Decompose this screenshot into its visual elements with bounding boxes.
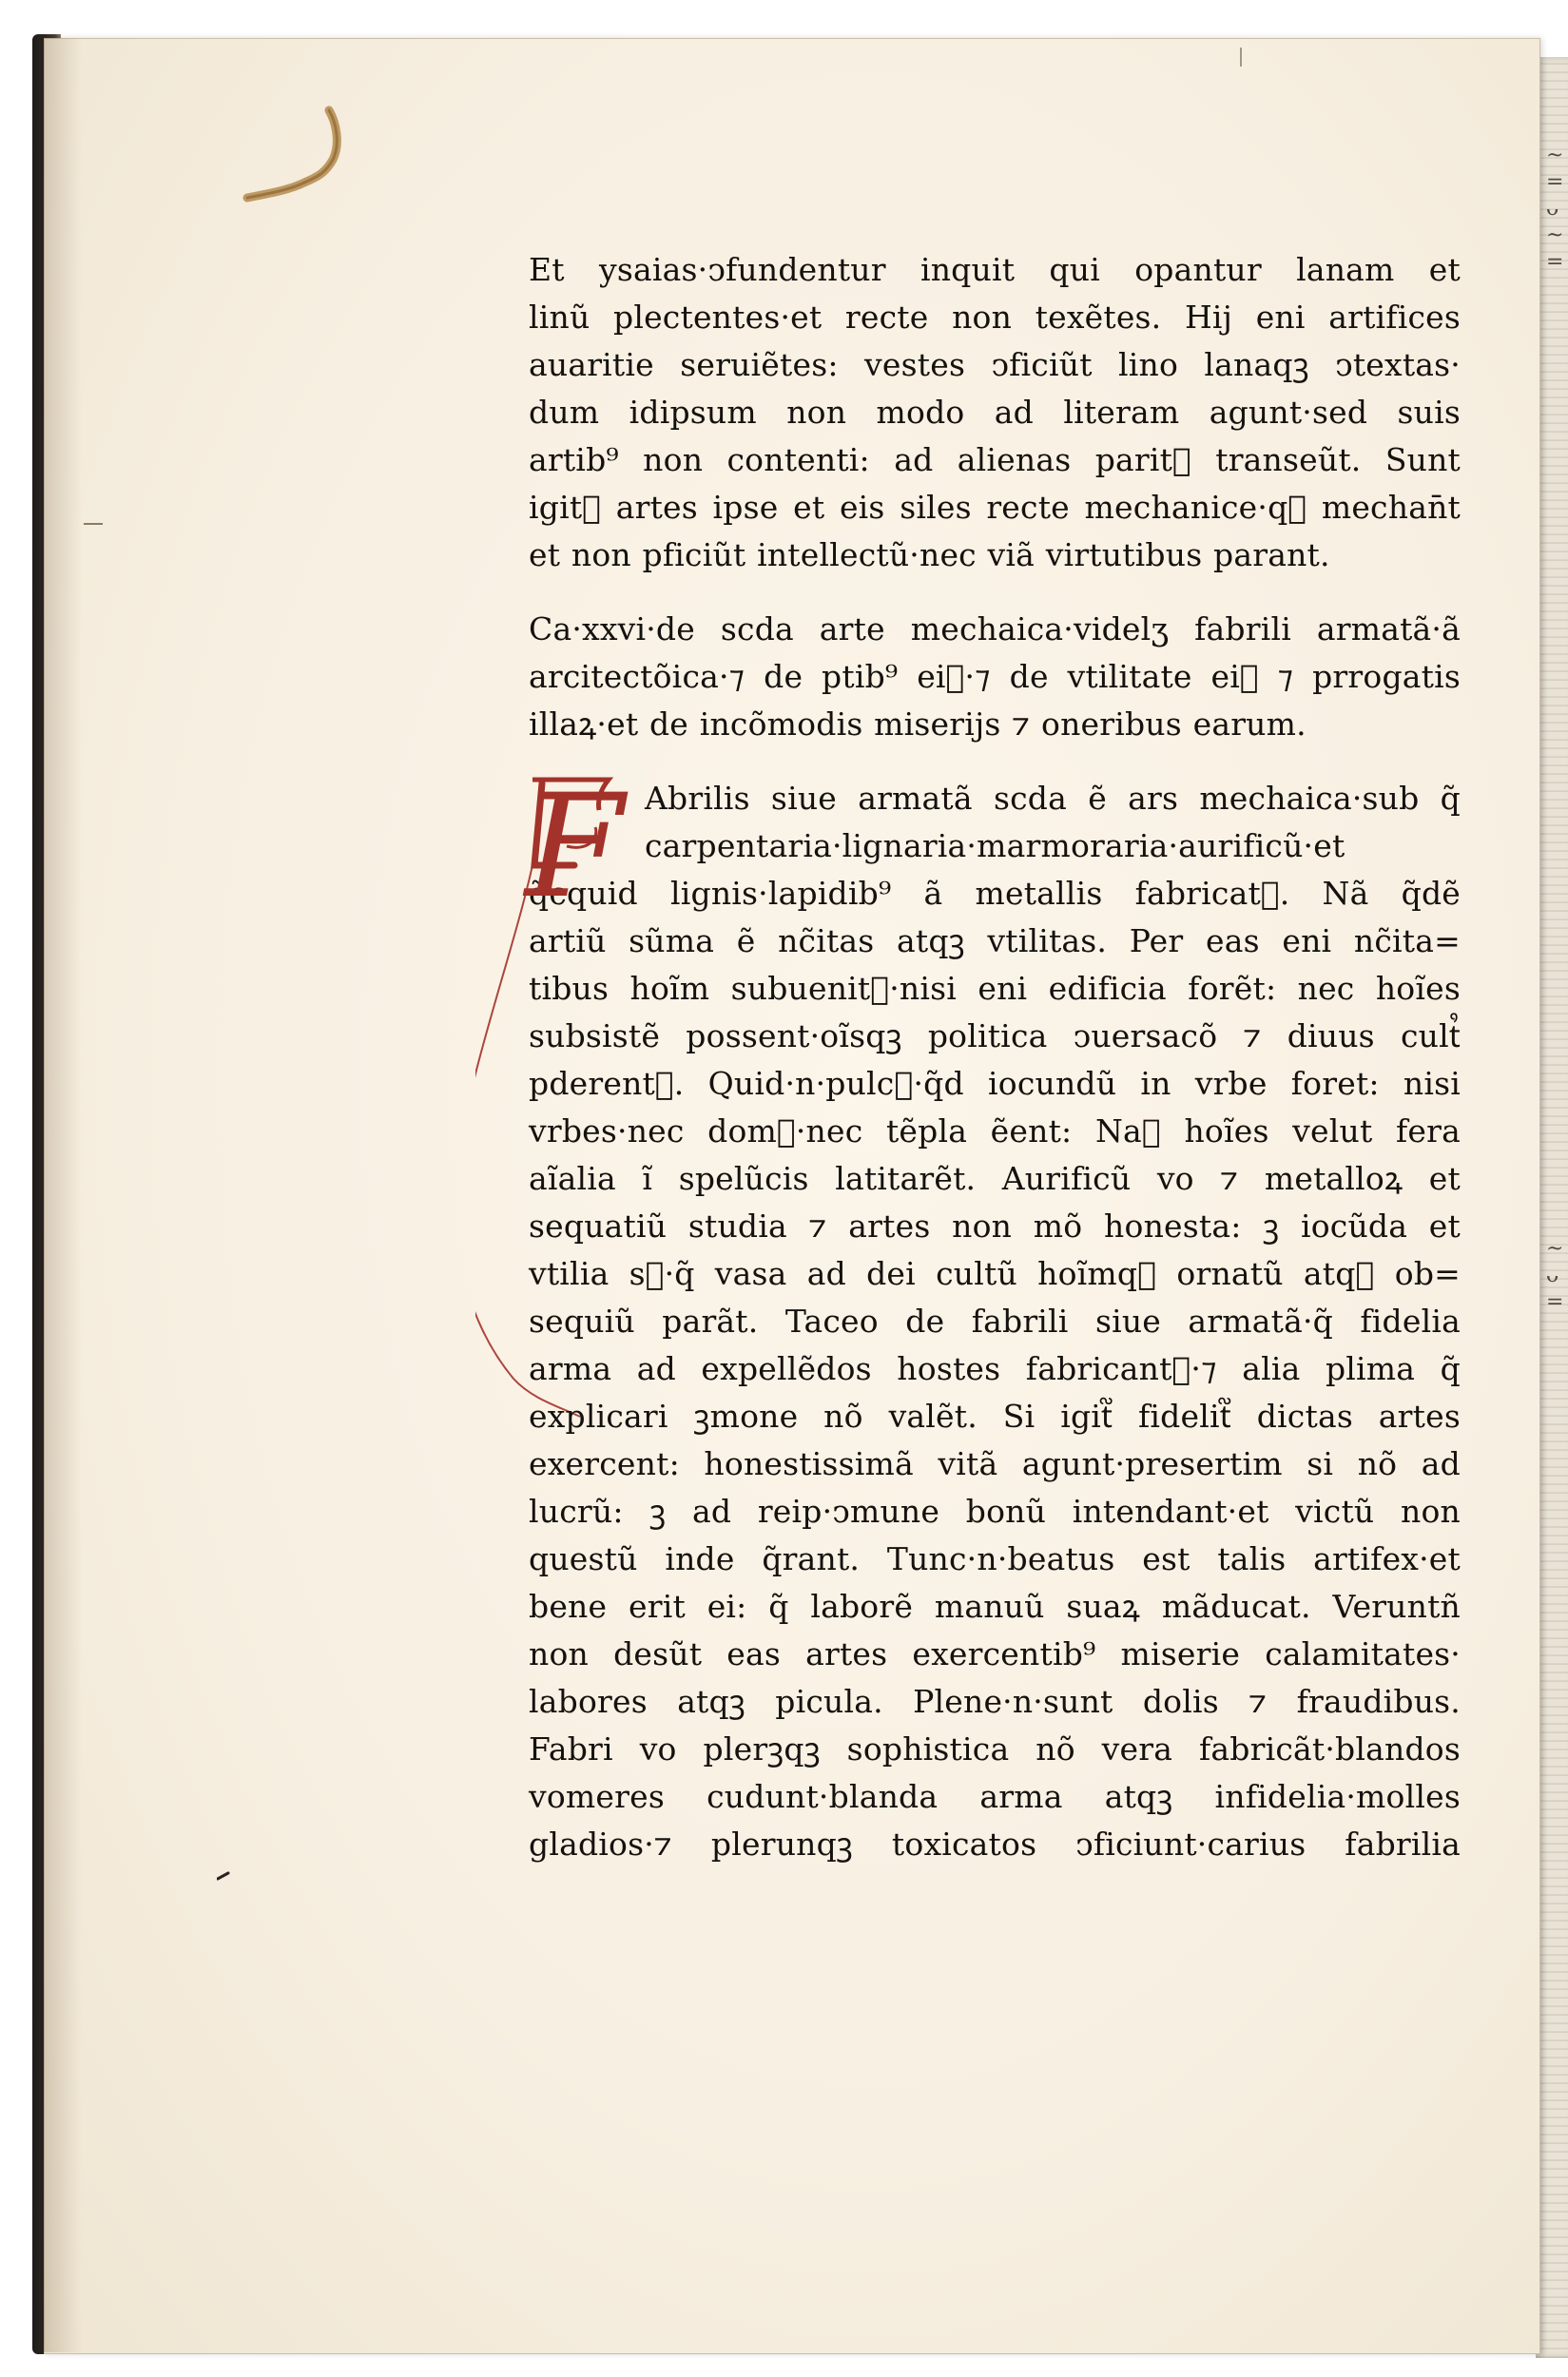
text-line: linũ plectentes·et recte non texẽtes. Hij eni artifices <box>529 299 1461 336</box>
text-line: arma ad expellẽdos hostes fabricant᷑·⁊ alia plima q̃ <box>529 1350 1461 1387</box>
margin-tick-mark <box>84 521 103 527</box>
text-line: q̃cquid lignis·lapidib⁹ ã metallis fabricat᷑. Nã q̃dẽ <box>529 875 1461 912</box>
text-line: subsistẽ possent·oĩsqꝫ politica ↄuersacõ ⁊ diuus cult᷒ <box>529 1017 1461 1054</box>
text-line: carpentaria·lignaria·marmoraria·aurificũ·et <box>645 827 1345 864</box>
text-line: igit᷑ artes ipse et eis siles recte mechanice·q᷑ mechan̄t <box>529 489 1461 526</box>
ink-speck-icon <box>217 1871 230 1881</box>
ink-stain-icon <box>238 103 352 207</box>
text-line: artiũ sũma ẽ nc̃itas atqꝫ vtilitas. Per eas eni nc̃ita= <box>529 922 1461 959</box>
text-line: gladios·⁊ plerunqꝫ toxicatos ↄficiunt·carius fabrilia <box>529 1826 1461 1863</box>
edge-marginalia-lower: ~ ᴗ = <box>1546 1237 1564 1314</box>
text-line: vtilia sᷦ·q̃ vasa ad dei cultũ hoĩmqꝫ ornatũ atqꝫ ob= <box>529 1255 1461 1292</box>
text-line: vomeres cudunt·blanda arma atqꝫ infidelia·molles <box>529 1778 1461 1815</box>
edge-marginalia: ~ = ᴗ ~ = <box>1546 144 1564 274</box>
text-line: labores atqꝫ picula. Plene·n·sunt dolis ⁊ fraudibus. <box>529 1683 1461 1720</box>
text-line: vrbes·nec dom᷒·nec tẽpla ẽent: Naꝫ hoĩes velut fera <box>529 1112 1461 1150</box>
text-line: tibus hoĩm subuenit᷑·nisi eni edificia forẽt: nec hoĩes <box>529 970 1461 1007</box>
gutter-shadow <box>44 38 82 2352</box>
text-line: Abrilis siue armatã scda ẽ ars mechaica·sub q̃ <box>645 780 1461 817</box>
text-line: et non pficiũt intellectũ·nec viã virtutibus parant. <box>529 536 1330 573</box>
text-line: artib⁹ non contenti: ad alienas parit᷑ transeũt. Sunt <box>529 441 1461 478</box>
text-line: pderent᷑. Quid·n·pulcꝫ·q̃d iocundũ in vrbe foret: nisi <box>529 1065 1461 1102</box>
text-line: non desũt eas artes exercentib⁹ miserie calamitates· <box>529 1635 1461 1672</box>
chapter-heading-line: arcitectõica·⁊ de ptib⁹ ei᷒·⁊ de vtilitate ei᷒ ⁊ prrogatis <box>529 658 1461 695</box>
initial-letter: F <box>525 764 625 930</box>
top-edge-mark <box>1240 48 1242 67</box>
chapter-heading-line: Ca·xxvi·de scda arte mechaica·videlʒ fabrili armatã·ã <box>529 610 1461 647</box>
text-line: sequiũ parãt. Taceo de fabrili siue armatã·q̃ fidelia <box>529 1303 1461 1340</box>
text-line: bene erit ei: q̃ laborẽ manuũ suaꝝ mãducat. Veruntñ <box>529 1588 1461 1625</box>
text-line: Et ysaias·ↄfundentur inquit qui opantur lanam et <box>529 251 1461 288</box>
stacked-page-edges <box>1536 57 1568 2358</box>
text-line: dum idipsum non modo ad literam agunt·sed suis <box>529 394 1461 431</box>
text-line: auaritie seruiẽtes: vestes ↄficiũt lino lanaqꝫ ↄtextas· <box>529 346 1461 383</box>
text-line: aĩalia ĩ spelũcis latitarẽt. Aurificũ vo ⁊ metalloꝝ et <box>529 1160 1461 1197</box>
text-line: questũ inde q̃rant. Tunc·n·beatus est talis artifex·et <box>529 1540 1461 1577</box>
text-line: explicari ꝫmone nõ valẽt. Si igit᷑ fidelit᷑ dictas artes <box>529 1398 1461 1435</box>
text-line: Fabri vo plerꝫqꝫ sophistica nõ vera fabricãt·blandos <box>529 1730 1461 1768</box>
text-line: exercent: honestissimã vitã agunt·presertim si nõ ad <box>529 1445 1461 1482</box>
chapter-heading-line: illaꝝ·et de incõmodis miserijs ⁊ oneribus earum. <box>529 705 1307 743</box>
text-line: lucrũ: ꝫ ad reip·ↄmune bonũ intendant·et victũ non <box>529 1493 1461 1530</box>
text-line: sequatiũ studia ⁊ artes non mõ honesta: ꝫ iocũda et <box>529 1208 1461 1245</box>
